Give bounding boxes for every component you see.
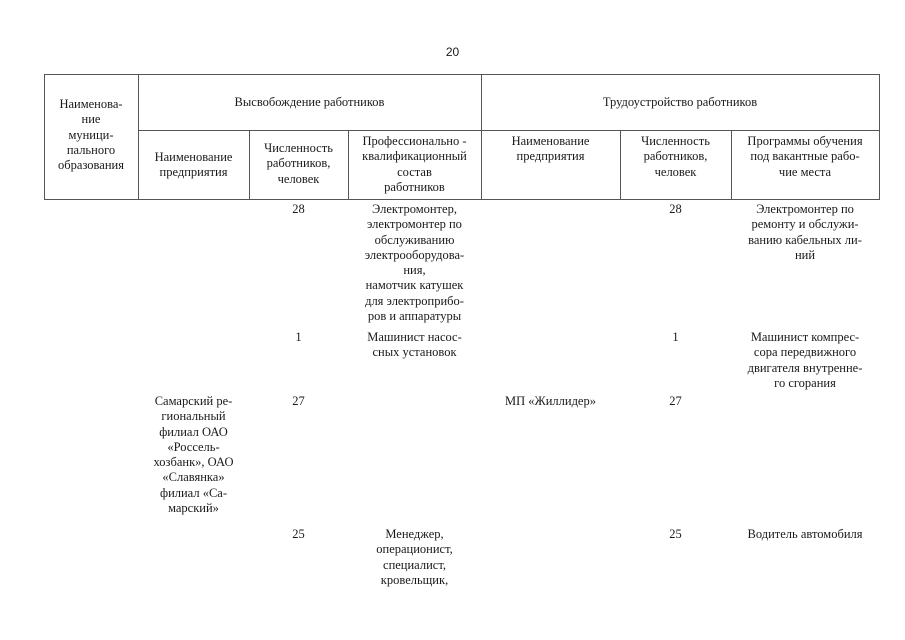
row1-qualification: Электромонтер, электромонтер по обслуживанию электрооборудова- ния, намотчик катушек для электроприбо- ров и аппаратуры <box>364 202 465 324</box>
header-employ-programs: Программы обучения под вакантные рабо- чие места <box>747 134 863 179</box>
header-employment-group: Трудоустройство работников <box>602 95 758 109</box>
row3-employ-enterprise: МП «Жиллидер» <box>505 394 596 408</box>
row4-employ-count: 25 <box>669 527 682 541</box>
row4-qualification: Менеджер, операционист, специалист, кровельщик, <box>376 527 453 587</box>
table-top-border <box>44 74 880 75</box>
row3-release-count: 27 <box>292 394 305 408</box>
header-municipality: Наименова- ние муници- пального образования <box>58 97 124 173</box>
header-employ-enterprise: Наименование предприятия <box>511 134 590 164</box>
header-release-qualification: Профессионально - квалификационный состав работников <box>362 134 467 194</box>
row1-programs: Электромонтер по ремонту и обслужи- ванию кабельных ли- ний <box>748 202 862 262</box>
header-release-group: Высвобождение работников <box>234 95 385 109</box>
right-border <box>879 74 880 200</box>
row3-employ-count: 27 <box>669 394 682 408</box>
col-divider-1 <box>138 74 139 200</box>
row4-release-count: 25 <box>292 527 305 541</box>
header-release-count: Численность работников, человек <box>264 141 333 186</box>
header-release-enterprise: Наименование предприятия <box>154 150 233 180</box>
row2-employ-count: 1 <box>672 330 679 344</box>
row2-release-count: 1 <box>295 330 302 344</box>
row2-qualification: Машинист насос- сных установок <box>367 330 462 360</box>
row1-release-count: 28 <box>292 202 305 216</box>
row2-programs: Машинист компрес- сора передвижного двигателя внутренне- го сгорания <box>747 330 863 390</box>
row3-release-enterprise: Самарский ре- гиональный филиал ОАО «Россель- хозбанк», ОАО «Славянка» филиал «Са- марский» <box>153 394 234 516</box>
row1-employ-count: 28 <box>669 202 682 216</box>
header-employ-count: Численность работников, человек <box>641 134 710 179</box>
header-bottom-border <box>44 199 880 200</box>
page-number: 20 <box>445 45 460 59</box>
row4-programs: Водитель автомобиля <box>747 527 863 541</box>
